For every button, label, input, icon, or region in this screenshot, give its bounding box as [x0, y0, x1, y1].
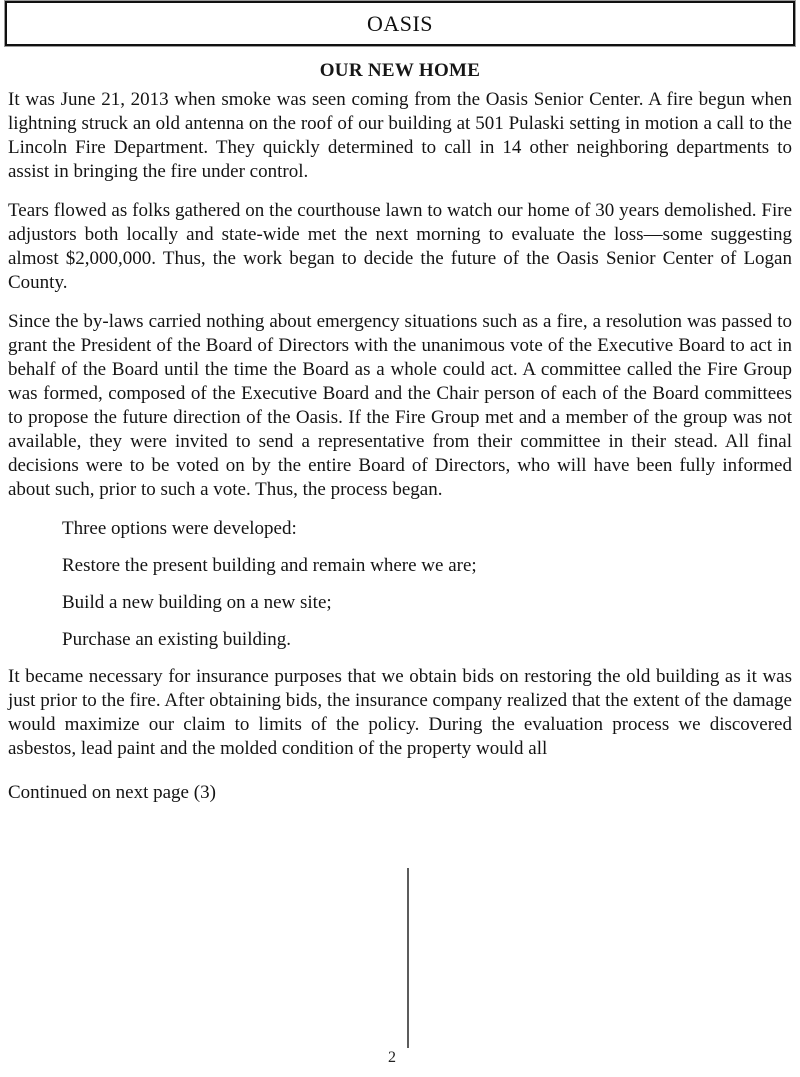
option-build-new: Build a new building on a new site;: [62, 592, 332, 613]
paragraph-demolition: Tears flowed as folks gathered on the courthouse lawn to watch our home of 30 years demolished. Fire adjustors both locally and state-wide met the next morning to evaluate the loss—some suggesting almost $2,000,000. Thus, the work began to decide the future of the Oasis Senior Center of Logan County.: [8, 200, 792, 293]
option-purchase-existing: Purchase an existing building.: [62, 629, 292, 650]
page-number: 2: [388, 1049, 396, 1066]
paragraph-fire-start: It was June 21, 2013 when smoke was seen coming from the Oasis Senior Center. A fire begun when lightning struck an old antenna on the roof of our building at 501 Pulaski setting in motion a call to the Lincoln Fire Department. They quickly determined to call in 14 other neighboring departments to assist in bringing the fire under control.: [8, 89, 792, 182]
paragraph-fire-group: Since the by-laws carried nothing about emergency situations such as a fire, a resolution was passed to grant the President of the Board of Directors with the unanimous vote of the Executive Board to act in behalf of the Board until the time the Board as a whole could act. A committee called the Fire Group was formed, composed of the Executive Board and the Chair person of each of the Board committees to propose the future direction of the Oasis. If the Fire Group met and a member of the group was not available, they were invited to send a representative from their committee in their stead. All final decisions were to be voted on by the entire Board of Directors, who will have been fully informed about such, prior to such a vote. Thus, the process began.: [8, 311, 792, 500]
article-heading: OUR NEW HOME: [319, 60, 481, 81]
option-restore-building: Restore the present building and remain where we are;: [62, 555, 477, 576]
article-body: [8, 88, 792, 805]
masthead-box: [5, 1, 795, 46]
continued-note: Continued on next page (3): [8, 782, 216, 803]
paragraph-insurance: It became necessary for insurance purposes that we obtain bids on restoring the old building as it was just prior to the fire. After obtaining bids, the insurance company realized that the extent of the damage would maximize our claim to limits of the policy. During the evaluation process we discovered asbestos, lead paint and the molded condition of the property would all: [8, 666, 792, 759]
column-divider-line: [407, 868, 409, 1048]
masthead-title: OASIS: [366, 10, 434, 36]
options-intro: Three options were developed:: [62, 518, 297, 539]
